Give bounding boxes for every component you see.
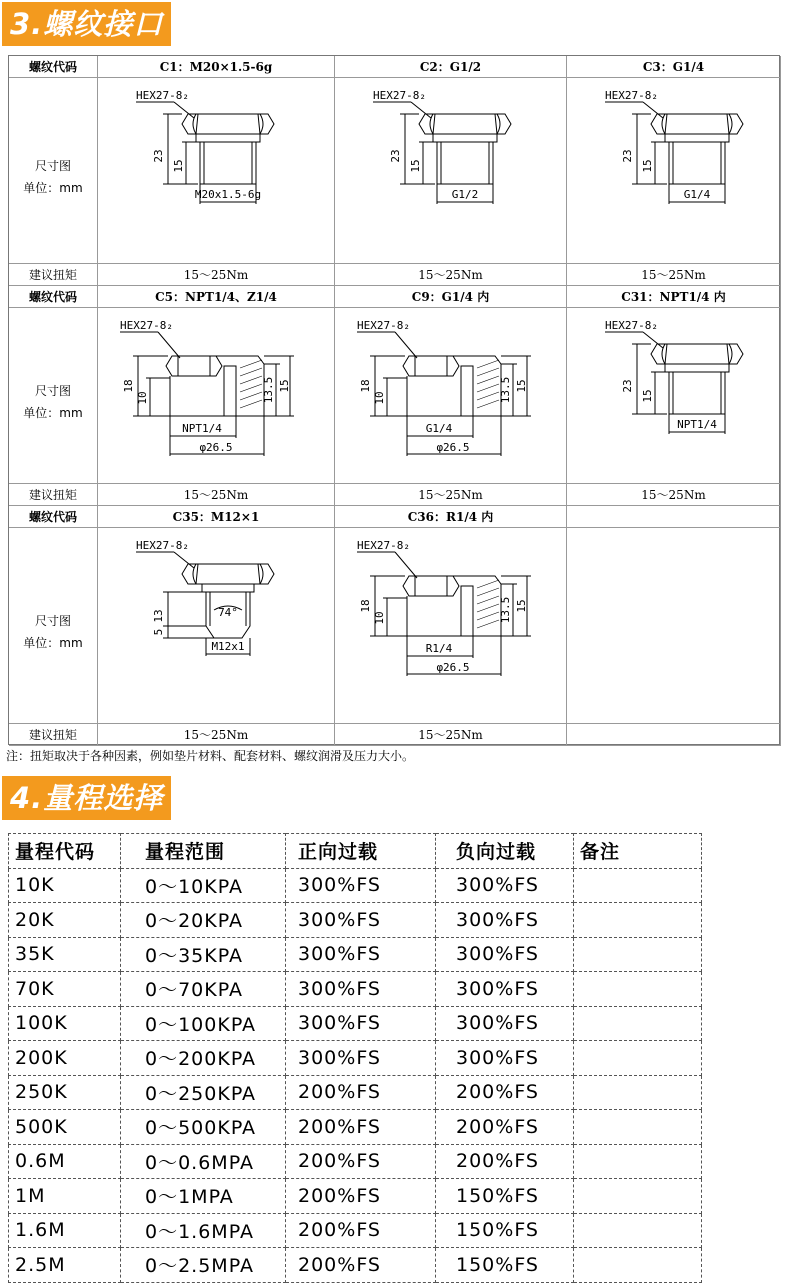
thread-drawing — [98, 308, 335, 484]
thread-drawing — [567, 78, 781, 264]
svg-text:18: 18 — [359, 379, 372, 393]
range-table-header — [9, 834, 702, 869]
header-range-code: 量程代码 — [9, 834, 121, 869]
unit-label: 单位：mm — [23, 181, 83, 195]
row-label-torque: 建议扭矩 — [9, 484, 98, 506]
range-row — [9, 903, 702, 938]
thread-code-cell: C1：M20×1.5-6g — [98, 56, 335, 78]
range-row — [9, 937, 702, 972]
range-cell: 0.6M — [9, 1144, 121, 1179]
thread-drawing — [567, 528, 781, 724]
svg-text:φ26.5: φ26.5 — [436, 661, 470, 674]
thread-drawing — [98, 78, 335, 264]
svg-text:23: 23 — [621, 379, 634, 393]
svg-text:74°: 74° — [218, 606, 238, 619]
range-cell: 150%FS — [436, 1179, 574, 1214]
range-cell: 200%FS — [286, 1144, 436, 1179]
range-cell: 0～70KPA — [121, 972, 286, 1007]
thread-drawing — [335, 78, 567, 264]
svg-text:HEX27-8₂: HEX27-8₂ — [605, 319, 658, 332]
svg-text:HEX27-8₂: HEX27-8₂ — [357, 539, 410, 552]
range-cell: 200%FS — [436, 1144, 574, 1179]
torque-cell: 15～25Nm — [98, 264, 335, 286]
torque-cell: 15～25Nm — [335, 484, 567, 506]
range-cell — [574, 868, 702, 903]
range-cell: 20K — [9, 903, 121, 938]
range-cell: 300%FS — [436, 972, 574, 1007]
thread-drawing-cell — [567, 528, 781, 724]
range-cell: 300%FS — [436, 868, 574, 903]
dimension-label: 尺寸图 — [34, 384, 71, 398]
svg-text:13: 13 — [152, 609, 165, 623]
range-cell: 200%FS — [286, 1110, 436, 1145]
range-cell: 150%FS — [436, 1248, 574, 1283]
range-row — [9, 1248, 702, 1283]
range-cell — [574, 1041, 702, 1076]
range-cell: 200%FS — [286, 1248, 436, 1283]
range-row — [9, 868, 702, 903]
range-row — [9, 1110, 702, 1145]
svg-text:10: 10 — [373, 391, 386, 405]
range-cell: 0～1.6MPA — [121, 1213, 286, 1248]
torque-cell: 15～25Nm — [98, 724, 335, 746]
range-cell — [574, 1144, 702, 1179]
range-row — [9, 1075, 702, 1110]
range-row — [9, 1213, 702, 1248]
svg-text:15: 15 — [409, 159, 422, 173]
svg-text:HEX27-8₂: HEX27-8₂ — [136, 539, 189, 552]
row-label-dimensions — [9, 78, 98, 264]
range-cell: 500K — [9, 1110, 121, 1145]
svg-text:NPT1/4: NPT1/4 — [182, 422, 222, 435]
thread-drawing-cell — [567, 308, 781, 484]
svg-text:13.5: 13.5 — [499, 376, 512, 404]
svg-text:HEX27-8₂: HEX27-8₂ — [357, 319, 410, 332]
thread-drawing — [567, 308, 781, 484]
svg-text:15: 15 — [641, 159, 654, 173]
svg-text:15: 15 — [515, 379, 528, 393]
range-cell: 0～1MPA — [121, 1179, 286, 1214]
torque-note: 注：扭矩取决于各种因素，例如垫片材料、配套材料、螺纹润滑及压力大小。 — [6, 749, 415, 763]
range-cell — [574, 1110, 702, 1145]
thread-drawing — [98, 528, 335, 724]
svg-text:5: 5 — [152, 628, 165, 636]
torque-cell: 15～25Nm — [567, 264, 781, 286]
torque-cell: 15～25Nm — [335, 264, 567, 286]
range-cell: 0～20KPA — [121, 903, 286, 938]
range-cell: 0～500KPA — [121, 1110, 286, 1145]
svg-text:13.5: 13.5 — [499, 596, 512, 624]
thread-drawing-cell — [335, 308, 567, 484]
range-cell — [574, 903, 702, 938]
range-cell: 35K — [9, 937, 121, 972]
svg-text:10: 10 — [136, 391, 149, 405]
range-cell: 300%FS — [286, 868, 436, 903]
svg-text:23: 23 — [389, 149, 402, 163]
row-label-torque: 建议扭矩 — [9, 724, 98, 746]
range-cell — [574, 972, 702, 1007]
range-cell: 200%FS — [436, 1075, 574, 1110]
thread-code-cell: C31：NPT1/4 内 — [567, 286, 781, 308]
svg-text:G1/4: G1/4 — [425, 422, 453, 435]
svg-text:15: 15 — [278, 379, 291, 393]
torque-cell: 15～25Nm — [567, 484, 781, 506]
thread-drawing-cell — [335, 78, 567, 264]
torque-cell: 15～25Nm — [335, 724, 567, 746]
svg-text:23: 23 — [621, 149, 634, 163]
range-cell: 0～10KPA — [121, 868, 286, 903]
range-cell: 200%FS — [286, 1075, 436, 1110]
range-row — [9, 1179, 702, 1214]
range-cell: 1.6M — [9, 1213, 121, 1248]
section-4-title: 4.量程选择 — [2, 776, 171, 820]
range-cell: 200%FS — [286, 1179, 436, 1214]
row-label-dimensions — [9, 528, 98, 724]
svg-text:R1/4: R1/4 — [425, 642, 453, 655]
svg-text:NPT1/4: NPT1/4 — [677, 418, 717, 431]
range-cell: 300%FS — [286, 1041, 436, 1076]
thread-code-cell: C36：R1/4 内 — [335, 506, 567, 528]
header-remarks: 备注 — [574, 834, 702, 869]
thread-interface-table — [8, 55, 780, 745]
svg-text:G1/2: G1/2 — [451, 188, 479, 201]
row-label-thread-code: 螺纹代码 — [9, 286, 98, 308]
header-range: 量程范围 — [121, 834, 286, 869]
range-cell: 0～250KPA — [121, 1075, 286, 1110]
range-cell: 1M — [9, 1179, 121, 1214]
range-table — [8, 833, 702, 1283]
svg-text:HEX27-8₂: HEX27-8₂ — [605, 89, 658, 102]
range-cell: 300%FS — [436, 1006, 574, 1041]
range-cell: 200%FS — [286, 1213, 436, 1248]
svg-text:HEX27-8₂: HEX27-8₂ — [120, 319, 173, 332]
svg-text:10: 10 — [373, 611, 386, 625]
range-cell: 0～0.6MPA — [121, 1144, 286, 1179]
section-3-title: 3.螺纹接口 — [2, 2, 171, 46]
thread-drawing-cell — [98, 528, 335, 724]
thread-drawing-cell — [567, 78, 781, 264]
header-positive-overload: 正向过载 — [286, 834, 436, 869]
torque-cell: 15～25Nm — [98, 484, 335, 506]
row-label-dimensions — [9, 308, 98, 484]
svg-text:G1/4: G1/4 — [683, 188, 711, 201]
svg-text:M20x1.5-6g: M20x1.5-6g — [194, 188, 262, 201]
unit-label: 单位：mm — [23, 636, 83, 650]
range-cell: 200%FS — [436, 1110, 574, 1145]
torque-cell — [567, 724, 781, 746]
range-cell: 10K — [9, 868, 121, 903]
range-cell: 300%FS — [436, 903, 574, 938]
thread-drawing — [335, 308, 567, 484]
range-row — [9, 972, 702, 1007]
row-label-torque: 建议扭矩 — [9, 264, 98, 286]
range-cell — [574, 1179, 702, 1214]
range-cell: 300%FS — [286, 972, 436, 1007]
thread-drawing-cell — [98, 78, 335, 264]
range-cell: 0～35KPA — [121, 937, 286, 972]
svg-text:HEX27-8₂: HEX27-8₂ — [136, 89, 189, 102]
range-cell: 200K — [9, 1041, 121, 1076]
range-cell — [574, 937, 702, 972]
range-cell: 0～2.5MPA — [121, 1248, 286, 1283]
range-cell: 0～200KPA — [121, 1041, 286, 1076]
thread-code-cell: C5：NPT1/4、Z1/4 — [98, 286, 335, 308]
header-negative-overload: 负向过载 — [436, 834, 574, 869]
range-cell — [574, 1213, 702, 1248]
range-cell: 250K — [9, 1075, 121, 1110]
svg-text:18: 18 — [122, 379, 135, 393]
range-cell: 300%FS — [436, 937, 574, 972]
thread-drawing-cell — [335, 528, 567, 724]
dimension-label: 尺寸图 — [34, 614, 71, 628]
range-cell: 100K — [9, 1006, 121, 1041]
range-cell: 300%FS — [286, 1006, 436, 1041]
range-row — [9, 1041, 702, 1076]
svg-text:φ26.5: φ26.5 — [436, 441, 470, 454]
range-row — [9, 1006, 702, 1041]
row-label-thread-code: 螺纹代码 — [9, 56, 98, 78]
svg-text:M12x1: M12x1 — [211, 640, 245, 653]
range-cell: 2.5M — [9, 1248, 121, 1283]
thread-code-cell — [567, 506, 781, 528]
thread-drawing — [335, 528, 567, 724]
range-row — [9, 1144, 702, 1179]
range-cell: 300%FS — [436, 1041, 574, 1076]
range-cell: 70K — [9, 972, 121, 1007]
svg-text:15: 15 — [515, 599, 528, 613]
svg-text:23: 23 — [152, 149, 165, 163]
svg-text:13.5: 13.5 — [262, 376, 275, 404]
svg-text:15: 15 — [641, 389, 654, 403]
range-cell: 0～100KPA — [121, 1006, 286, 1041]
range-cell: 150%FS — [436, 1213, 574, 1248]
range-cell: 300%FS — [286, 903, 436, 938]
row-label-thread-code: 螺纹代码 — [9, 506, 98, 528]
dimension-label: 尺寸图 — [34, 159, 71, 173]
thread-code-cell: C35：M12×1 — [98, 506, 335, 528]
svg-text:18: 18 — [359, 599, 372, 613]
range-cell — [574, 1075, 702, 1110]
svg-text:15: 15 — [172, 159, 185, 173]
thread-drawing-cell — [98, 308, 335, 484]
range-cell — [574, 1248, 702, 1283]
unit-label: 单位：mm — [23, 406, 83, 420]
svg-text:φ26.5: φ26.5 — [199, 441, 233, 454]
thread-code-cell: C9：G1/4 内 — [335, 286, 567, 308]
range-cell: 300%FS — [286, 937, 436, 972]
thread-code-cell: C3：G1/4 — [567, 56, 781, 78]
svg-text:HEX27-8₂: HEX27-8₂ — [373, 89, 426, 102]
thread-code-cell: C2：G1/2 — [335, 56, 567, 78]
range-cell — [574, 1006, 702, 1041]
